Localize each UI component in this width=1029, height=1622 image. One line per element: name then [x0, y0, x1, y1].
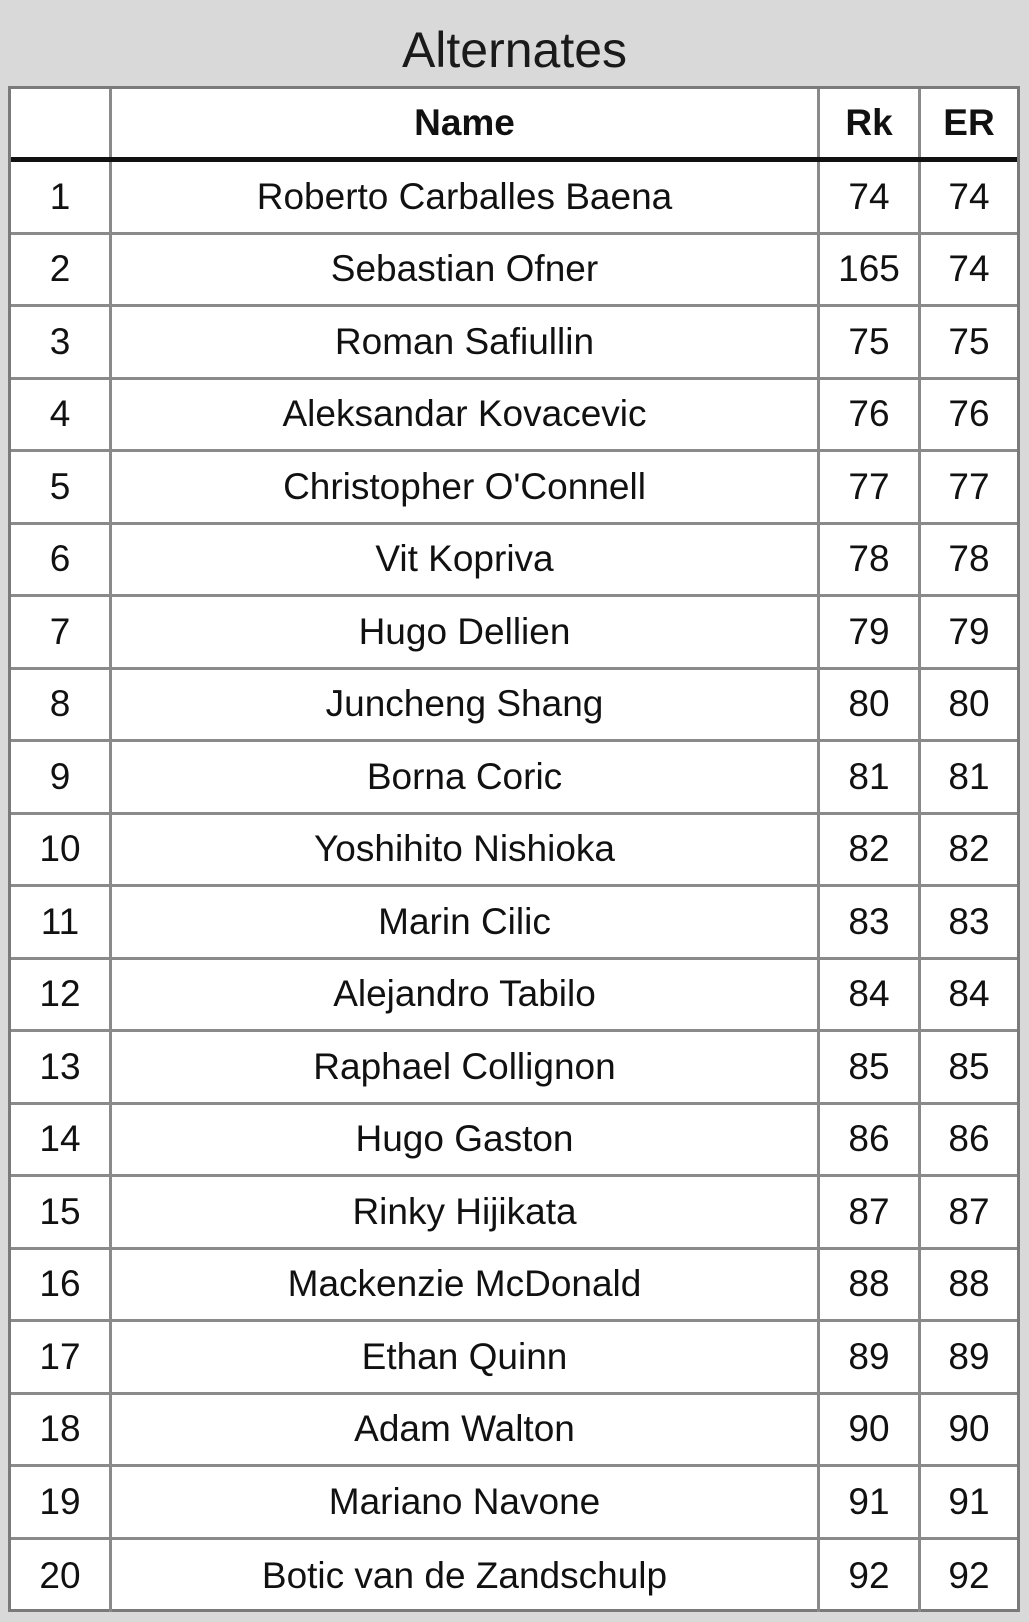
row-rk-cell: 76 [820, 380, 921, 450]
row-index-cell: 7 [11, 597, 112, 667]
row-er-cell: 90 [948, 1408, 990, 1450]
table-row [11, 597, 1017, 670]
table-row [11, 1177, 1017, 1250]
row-rk-cell: 86 [820, 1105, 921, 1175]
row-name-cell: Mariano Navone [112, 1467, 820, 1537]
row-name-cell: Rinky Hijikata [112, 1177, 820, 1247]
table-row [11, 742, 1017, 815]
row-er-cell: 76 [948, 393, 990, 435]
row-rk-cell: 90 [820, 1395, 921, 1465]
row-index-cell: 8 [11, 670, 112, 740]
row-index-cell: 19 [11, 1467, 112, 1537]
column-header-er: ER [943, 102, 995, 143]
row-name-cell: Adam Walton [112, 1395, 820, 1465]
table-row [11, 1105, 1017, 1178]
table-body [11, 162, 1017, 1612]
row-rk-cell: 165 [820, 235, 921, 305]
row-rk-cell: 77 [820, 452, 921, 522]
row-er-cell: 74 [948, 248, 990, 290]
table-row [11, 380, 1017, 453]
row-name-cell: Roman Safiullin [112, 307, 820, 377]
row-rk-cell: 74 [820, 162, 921, 232]
table-row [11, 1467, 1017, 1540]
page-title: Alternates [401, 22, 628, 78]
row-er-cell: 84 [948, 973, 990, 1015]
table-row [11, 1322, 1017, 1395]
table-row [11, 452, 1017, 525]
row-index-cell: 6 [11, 525, 112, 595]
row-index-cell: 20 [11, 1540, 112, 1613]
row-index-cell: 11 [11, 887, 112, 957]
row-name-cell: Aleksandar Kovacevic [112, 380, 820, 450]
table-row [11, 1032, 1017, 1105]
row-rk-cell: 82 [820, 815, 921, 885]
table-row [11, 162, 1017, 235]
column-header-name: Name [112, 89, 820, 157]
row-name-cell: Marin Cilic [112, 887, 820, 957]
row-name-cell: Yoshihito Nishioka [112, 815, 820, 885]
table-row [11, 815, 1017, 888]
row-er-cell: 79 [948, 610, 990, 652]
row-name-cell: Mackenzie McDonald [112, 1250, 820, 1320]
table-row [11, 307, 1017, 380]
column-header-index [11, 89, 112, 157]
row-name-cell: Christopher O'Connell [112, 452, 820, 522]
row-index-cell: 18 [11, 1395, 112, 1465]
row-index-cell: 2 [11, 235, 112, 305]
row-er-cell: 74 [948, 175, 990, 217]
row-rk-cell: 92 [820, 1540, 921, 1613]
row-er-cell: 89 [948, 1335, 990, 1377]
row-er-cell: 80 [948, 683, 990, 725]
row-rk-cell: 88 [820, 1250, 921, 1320]
row-index-cell: 10 [11, 815, 112, 885]
row-er-cell: 82 [948, 828, 990, 870]
row-name-cell: Raphael Collignon [112, 1032, 820, 1102]
table-row [11, 1540, 1017, 1613]
table-row [11, 960, 1017, 1033]
table-row [11, 1395, 1017, 1468]
table-row [11, 525, 1017, 598]
table-row [11, 1250, 1017, 1323]
row-er-cell: 86 [948, 1118, 990, 1160]
row-er-cell: 75 [948, 320, 990, 362]
row-er-cell: 87 [948, 1190, 990, 1232]
row-index-cell: 14 [11, 1105, 112, 1175]
table-row [11, 235, 1017, 308]
row-name-cell: Roberto Carballes Baena [112, 162, 820, 232]
row-er-cell: 85 [948, 1045, 990, 1087]
row-index-cell: 3 [11, 307, 112, 377]
row-index-cell: 17 [11, 1322, 112, 1392]
row-rk-cell: 83 [820, 887, 921, 957]
row-rk-cell: 84 [820, 960, 921, 1030]
row-name-cell: Sebastian Ofner [112, 235, 820, 305]
table-row [11, 887, 1017, 960]
row-rk-cell: 89 [820, 1322, 921, 1392]
row-index-cell: 9 [11, 742, 112, 812]
row-index-cell: 4 [11, 380, 112, 450]
alternates-table [8, 86, 1020, 1612]
row-name-cell: Botic van de Zandschulp [112, 1540, 820, 1613]
table-row [11, 670, 1017, 743]
row-name-cell: Vit Kopriva [112, 525, 820, 595]
row-index-cell: 13 [11, 1032, 112, 1102]
row-er-cell: 88 [948, 1263, 990, 1305]
row-er-cell: 92 [948, 1554, 990, 1596]
row-er-cell: 83 [948, 900, 990, 942]
row-rk-cell: 91 [820, 1467, 921, 1537]
row-rk-cell: 79 [820, 597, 921, 667]
row-rk-cell: 87 [820, 1177, 921, 1247]
column-header-rk: Rk [820, 89, 921, 157]
row-rk-cell: 75 [820, 307, 921, 377]
row-er-cell: 78 [948, 538, 990, 580]
row-index-cell: 1 [11, 162, 112, 232]
row-er-cell: 81 [948, 755, 990, 797]
row-index-cell: 5 [11, 452, 112, 522]
row-er-cell: 77 [948, 465, 990, 507]
row-rk-cell: 80 [820, 670, 921, 740]
row-name-cell: Borna Coric [112, 742, 820, 812]
row-rk-cell: 85 [820, 1032, 921, 1102]
row-name-cell: Hugo Gaston [112, 1105, 820, 1175]
table-header-row [11, 89, 1017, 162]
row-index-cell: 12 [11, 960, 112, 1030]
row-name-cell: Alejandro Tabilo [112, 960, 820, 1030]
row-index-cell: 16 [11, 1250, 112, 1320]
row-name-cell: Ethan Quinn [112, 1322, 820, 1392]
row-name-cell: Hugo Dellien [112, 597, 820, 667]
row-index-cell: 15 [11, 1177, 112, 1247]
row-rk-cell: 78 [820, 525, 921, 595]
row-rk-cell: 81 [820, 742, 921, 812]
row-er-cell: 91 [948, 1480, 990, 1522]
row-name-cell: Juncheng Shang [112, 670, 820, 740]
